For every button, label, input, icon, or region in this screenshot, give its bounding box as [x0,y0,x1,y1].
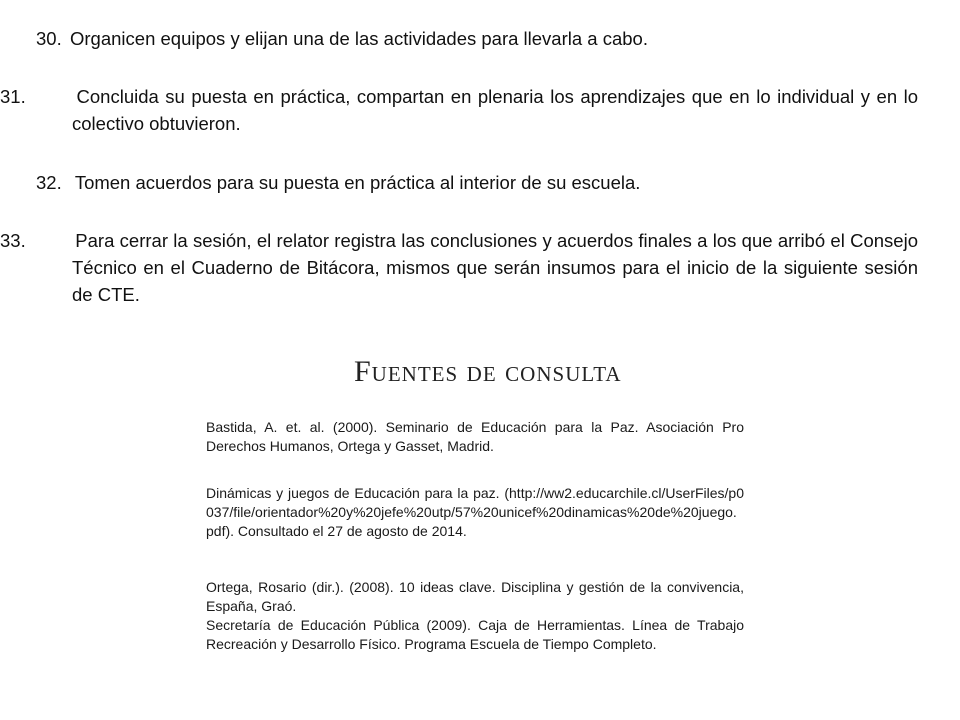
reference-item: Secretaría de Educación Pública (2009). Caja de Herramientas. Línea de Trabajo Recreación y Desarrollo Físico. Programa Escuela de Tiempo Completo. [206,617,744,652]
item-text: Tomen acuerdos para su puesta en práctica al interior de su escuela. [74,172,641,193]
sources-title: Fuentes de consulta [354,355,622,388]
list-item [0,227,918,308]
list-item [36,25,918,52]
item-number: 33. [0,230,26,251]
item-text: Concluida su puesta en práctica, compartan en plenaria los aprendizajes que en lo individual y en lo colectivo obtuvieron. [72,86,919,134]
item-number: 30. [36,28,62,49]
list-item [36,169,918,196]
item-number: 31. [0,86,26,107]
item-number: 32. [36,172,62,193]
reference-item: Dinámicas y juegos de Educación para la paz. (http://ww2.educarchile.cl/UserFiles/p0037/file/orientador%20y%20jefe%20utp/57%20unicef%20dinamicas%20de%20juego.pdf). Consultado el 27 de agosto de 2014. [206,485,744,539]
item-text: Organicen equipos y elijan una de las actividades para llevarla a cabo. [70,28,648,49]
list-item [0,83,919,137]
item-text: Para cerrar la sesión, el relator registra las conclusiones y acuerdos finales a los que arribó el Consejo Técnico en el Cuaderno de Bitácora, mismos que serán insumos para el inicio de la siguiente sesión de CTE. [72,230,918,305]
reference-item: Ortega, Rosario (dir.). (2008). 10 ideas clave. Disciplina y gestión de la convivencia, España, Graó. [206,579,744,614]
reference-item: Bastida, A. et. al. (2000). Seminario de Educación para la Paz. Asociación Pro Derechos Humanos, Ortega y Gasset, Madrid. [206,419,744,454]
sources-section [206,352,744,652]
